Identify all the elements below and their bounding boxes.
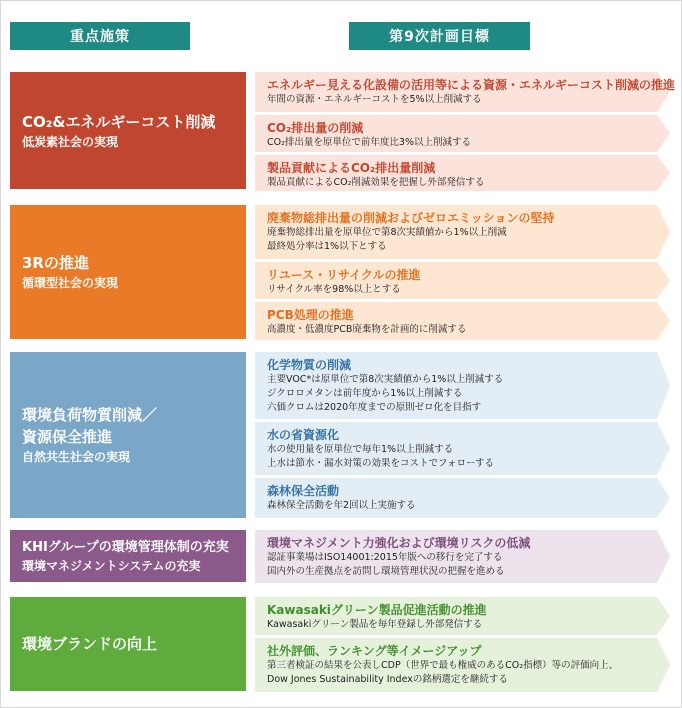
target-item [255, 155, 670, 191]
target-title: 化学物質の削減 [267, 358, 352, 372]
target-title: Kawasakiグリーン製品促進活動の推進 [267, 603, 487, 617]
category-title-line: 環境負荷物質削減／ [22, 406, 158, 424]
category-environmental-load [10, 352, 246, 518]
target-item [255, 115, 670, 152]
category-co2-energy [10, 72, 246, 189]
category-title-line: 資源保全推進 [22, 428, 113, 446]
category-title: KHIグループの環境管理体制の充実 [22, 539, 229, 555]
target-title: リユース・リサイクルの推進 [267, 268, 421, 282]
target-title: 環境マネジメント力強化および環境リスクの低減 [267, 536, 531, 550]
category-environmental-brand [10, 597, 246, 691]
target-title: 社外評価、ランキング等イメージアップ [267, 644, 482, 658]
target-desc: 主要VOC*は原単位で第8次実績値から1%以上削減する [267, 374, 504, 385]
category-title: CO₂&エネルギーコスト削減 [22, 112, 216, 131]
category-subtitle: 自然共生社会の実現 [22, 450, 131, 464]
target-item [255, 597, 670, 635]
target-title: PCB処理の推進 [267, 308, 354, 322]
target-title: 森林保全活動 [267, 484, 340, 498]
target-desc: 森林保全活動を年2回以上実施する [267, 500, 416, 511]
target-title: エネルギー見える化設備の活用等による資源・エネルギーコスト削減の推進 [267, 78, 676, 92]
target-desc: 水の使用量を原単位で毎年1%以上削減する [267, 444, 454, 455]
target-desc: 国内外の生産拠点を訪問し環境管理状況の把握を進める [267, 566, 505, 577]
category-title: 環境ブランドの向上 [22, 635, 158, 653]
target-item [255, 422, 670, 475]
target-item [255, 638, 670, 692]
target-desc: 廃棄物総排出量を原単位で第8次実績値から1%以上削減 [267, 227, 507, 238]
category-subtitle: 環境マネジメントシステムの充実 [22, 558, 201, 573]
category-title: 3Rの推進 [22, 254, 89, 272]
header-key-measures: 重点施策 [10, 22, 190, 50]
target-item [255, 302, 670, 340]
target-item [255, 72, 676, 112]
target-desc: 年間の資源・エネルギーコストを5%以上削減する [267, 94, 482, 105]
target-desc: CO₂排出量を原単位で前年度比3%以上削減する [267, 137, 471, 148]
target-desc: 認証事業場はISO14001:2015年版への移行を完了する [267, 552, 503, 563]
target-desc: 六価クロムは2020年度までの原則ゼロ化を目指す [267, 402, 482, 413]
target-desc: 高濃度・低濃度PCB廃棄物を計画的に削減する [267, 324, 467, 335]
header-plan-targets: 第9次計画目標 [349, 22, 530, 50]
target-desc: Kawasakiグリーン製品を毎年登録し外部発信する [267, 619, 483, 630]
target-item [255, 205, 670, 259]
category-3r [10, 205, 246, 339]
target-item [255, 478, 670, 518]
target-desc: Dow Jones Sustainability Indexの銘柄選定を継続する [267, 674, 508, 685]
target-desc: 製品貢献によるCO₂削減効果を把握し外部発信する [267, 177, 485, 188]
target-title: 廃棄物総排出量の削減およびゼロエミッションの堅持 [267, 211, 555, 225]
target-item [255, 262, 670, 299]
category-khi-management [10, 530, 246, 582]
target-item [255, 352, 670, 419]
target-title: 水の省資源化 [267, 428, 340, 442]
target-desc: ジクロロメタンは前年度から1%以上削減する [267, 388, 463, 399]
target-title: 製品貢献によるCO₂排出量削減 [267, 161, 436, 175]
category-subtitle: 低炭素社会の実現 [22, 134, 119, 149]
target-item [255, 530, 670, 583]
target-title: CO₂排出量の削減 [267, 121, 364, 135]
target-desc: 最終処分率は1%以下とする [267, 241, 387, 252]
category-subtitle: 循環型社会の実現 [22, 276, 119, 290]
target-desc: リサイクル率を98%以上とする [267, 284, 401, 295]
target-desc: 上水は節水・漏水対策の効果をコストでフォローする [267, 458, 495, 469]
target-desc: 第三者検証の結果を公表しCDP（世界で最も権威のあるCO₂指標）等の評価向上、 [267, 660, 619, 671]
